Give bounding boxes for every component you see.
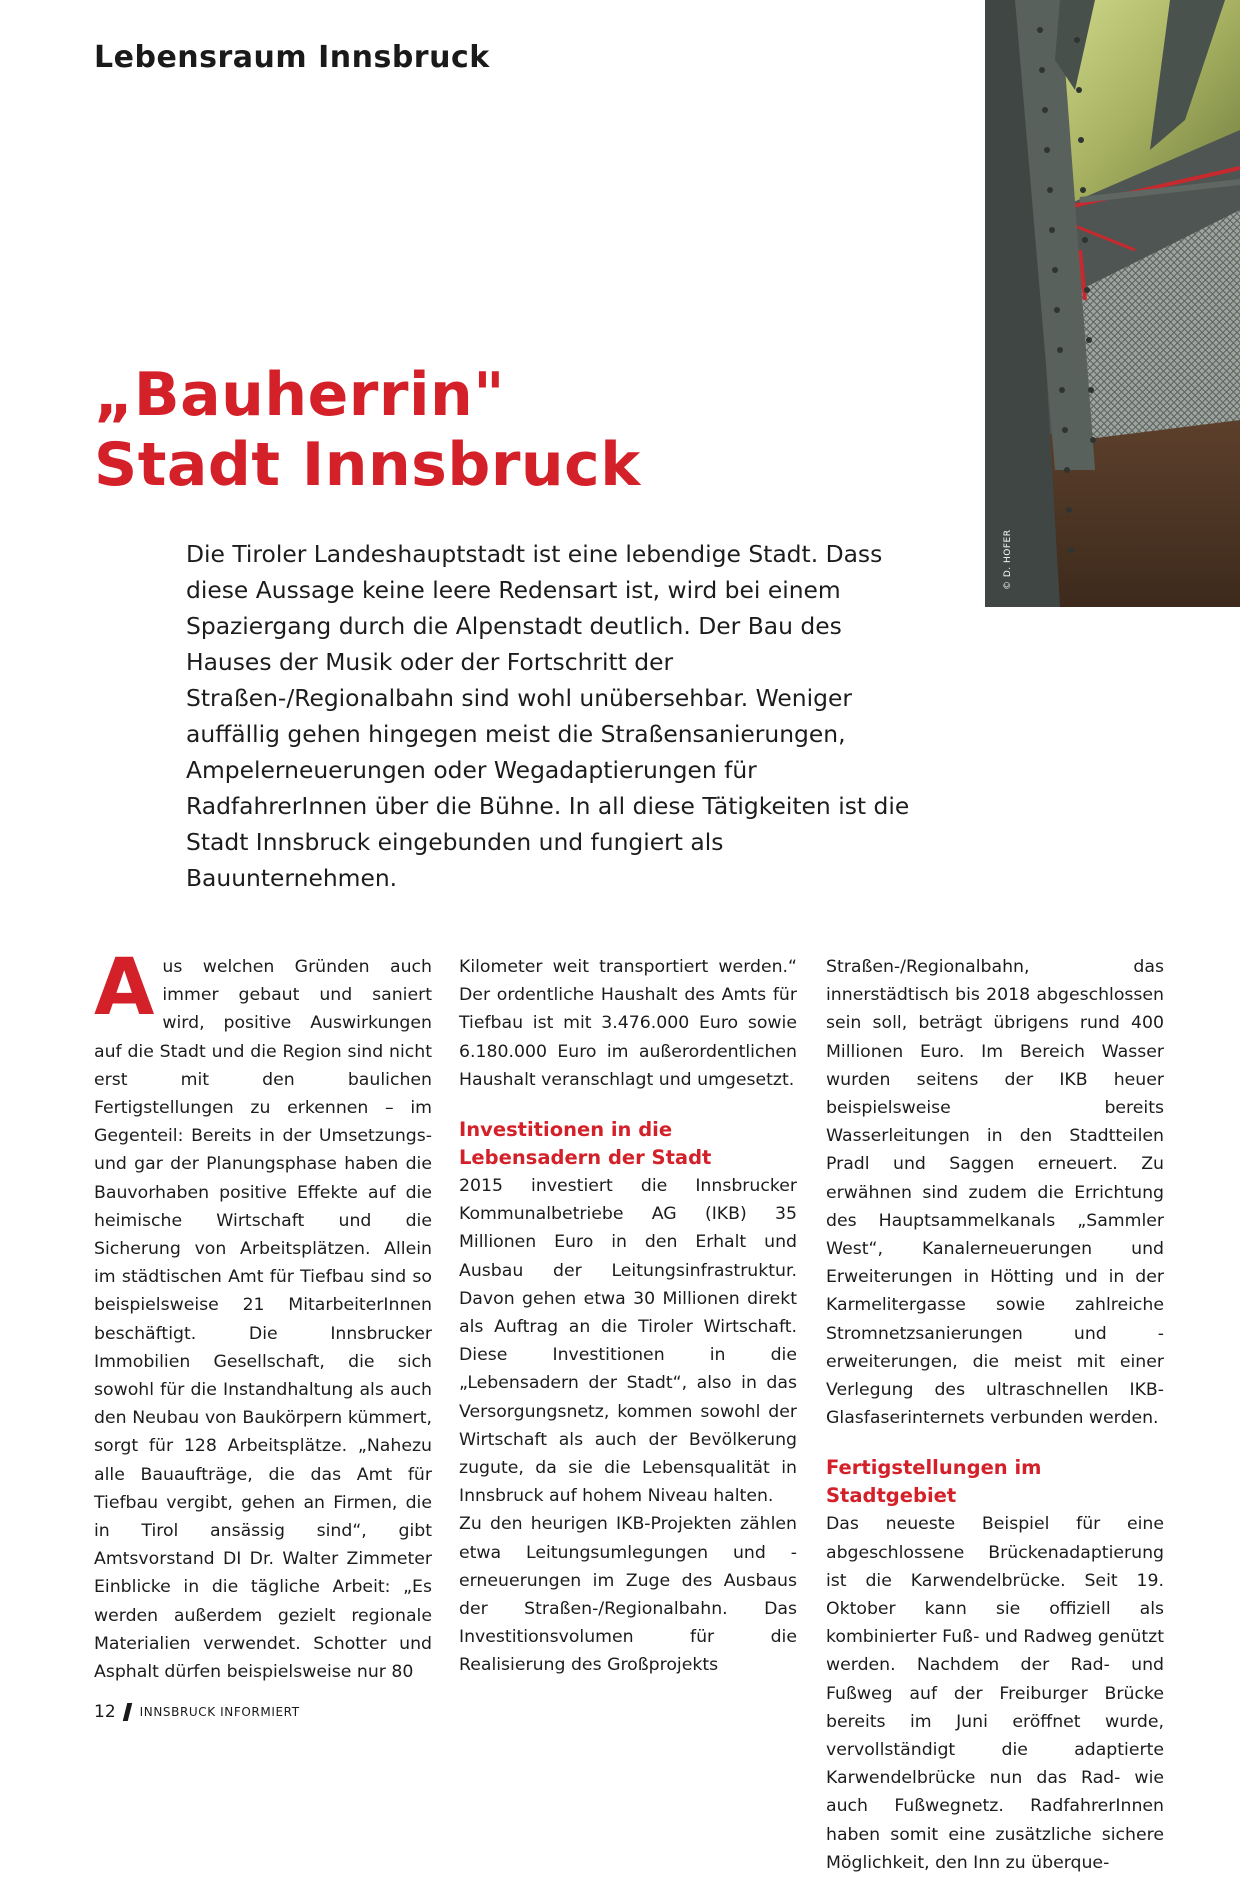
article-column-3 xyxy=(826,953,1164,1877)
article-paragraph-3: Zu den heurigen IKB-Projekten zählen etwa Leitungsumlegungen und -erneuerungen im Zuge des Ausbaus der Straßen-/Regionalbahn. Das Investitionsvolumen für die Realisierung des Großprojekts xyxy=(459,1514,797,1676)
dropcap: A xyxy=(94,943,155,1033)
subhead-fertigstellungen: Fertigstellungen im Stadtgebiet xyxy=(826,1456,1042,1508)
article-column-1 xyxy=(94,943,432,1686)
column-spacer xyxy=(459,1094,797,1116)
lead-text: Die Tiroler Landeshauptstadt ist eine lebendige Stadt. Dass diese Aussage keine leere Redensart ist, wird bei einem Spaziergang durch die Alpenstadt deutlich. Der Bau des Hauses der Musik oder der Fortschritt der Straßen-/Regionalbahn sind wohl unübersehbar. Weniger auffällig gehen hingegen meist die Straßensanierungen, Ampelerneuerungen oder Wegadaptierungen für RadfahrerInnen über die Bühne. In all diese Tätigkeiten ist die Stadt Innsbruck eingebunden und fungiert als Bauunternehmen. xyxy=(186,540,910,892)
headline-line-1: „Bauherrin" xyxy=(94,360,505,430)
article-paragraph-1-continued: Kilometer weit transportiert werden.“ Der ordentliche Haushalt des Amts für Tiefbau ist mit 3.476.000 Euro sowie 6.180.000 Euro im außerordentlichen Haushalt veranschlagt und umgesetzt. xyxy=(459,957,797,1090)
photo-credit: © D. HOFER xyxy=(1003,529,1013,590)
article-paragraph-3-continued: Straßen-/Regionalbahn, das innerstädtisch bis 2018 abgeschlossen sein soll, beträgt übrigens rund 400 Millionen Euro. Im Bereich Wasser wurden seitens der IKB heuer beispielsweise bereits Wasserleitungen in den Stadtteilen Pradl und Saggen erneuert. Zu erwähnen sind zudem die Errichtung des Hauptsammelkanals „Sammler West“, Kanalerneuerungen und Erweiterungen in Hötting und in der Karmelitergasse sowie zahlreiche Stromnetzsanierungen und -erweiterungen, die meist mit einer Verlegung des ultraschnellen IKB-Glasfaserinternets verbunden werden. xyxy=(826,957,1164,1429)
column-spacer xyxy=(826,1432,1164,1454)
subhead-lebensadern: Investitionen in die Lebensadern der Stadt xyxy=(459,1118,712,1170)
bridge-photo-illustration xyxy=(985,0,1240,607)
headline-line-2: Stadt Innsbruck xyxy=(94,430,641,500)
bridge-photo xyxy=(985,0,1240,607)
section-title: Lebensraum Innsbruck xyxy=(94,40,490,75)
article-paragraph-1: us welchen Gründen auch immer gebaut und saniert wird, positive Auswirkungen auf die Stadt und die Region sind nicht erst mit den baulichen Fertigstellungen zu erkennen – im Gegenteil: Bereits in der Umsetzungs- und gar der Planungsphase haben die Bauvorhaben positive Effekte auf die heimische Wirtschaft und die Sicherung von Arbeitsplätzen. Allein im städtischen Amt für Tiefbau sind so beispielsweise 21 MitarbeiterInnen beschäftigt. Die Innsbrucker Immobilien Gesellschaft, die sich sowohl für die Instandhaltung als auch den Neubau von Baukörpern kümmert, sorgt für 128 Arbeitsplätze. „Nahezu alle Bauaufträge, die das Amt für Tiefbau vergibt, gehen an Firmen, die in Tirol ansässig sind“, gibt Amtsvorstand DI Dr. Walter Zimmeter Einblicke in die tägliche Arbeit: „Es werden außerdem gezielt regionale Materialien verwendet. Schotter und Asphalt dürfen beispielsweise nur 80 xyxy=(94,957,432,1683)
lead-paragraph xyxy=(186,536,926,896)
headline xyxy=(94,360,641,500)
publication-name: INNSBRUCK INFORMIERT xyxy=(139,1705,300,1719)
article-column-2 xyxy=(459,953,797,1680)
footer-slash-divider xyxy=(122,1703,131,1721)
page-number: 12 xyxy=(94,1702,116,1722)
article-paragraph-2: 2015 investiert die Innsbrucker Kommunalbetriebe AG (IKB) 35 Millionen Euro in den Erhalt und Ausbau der Leitungsinfrastruktur. Davon gehen etwa 30 Millionen direkt als Auftrag an die Tiroler Wirtschaft. Diese Investitionen in die „Lebensadern der Stadt“, also in das Versorgungsnetz, kommen sowohl der Wirtschaft als auch der Bevölkerung zugute, da sie die Lebensqualität in Innsbruck auf hohem Niveau halten. xyxy=(459,1176,797,1507)
page-footer xyxy=(94,1702,300,1722)
article-paragraph-4: Das neueste Beispiel für eine abgeschlossene Brückenadaptierung ist die Karwendelbrücke. Seit 19. Oktober kann sie offiziell als kombinierter Fuß- und Radweg genützt werden. Nachdem der Rad- und Fußweg auf der Freiburger Brücke bereits im Juni eröffnet wurde, vervollständigt die adaptierte Karwendelbrücke nun das Rad- wie auch Fußwegnetz. RadfahrerInnen haben somit eine zusätzliche sichere Möglichkeit, den Inn zu überque- xyxy=(826,1514,1164,1873)
